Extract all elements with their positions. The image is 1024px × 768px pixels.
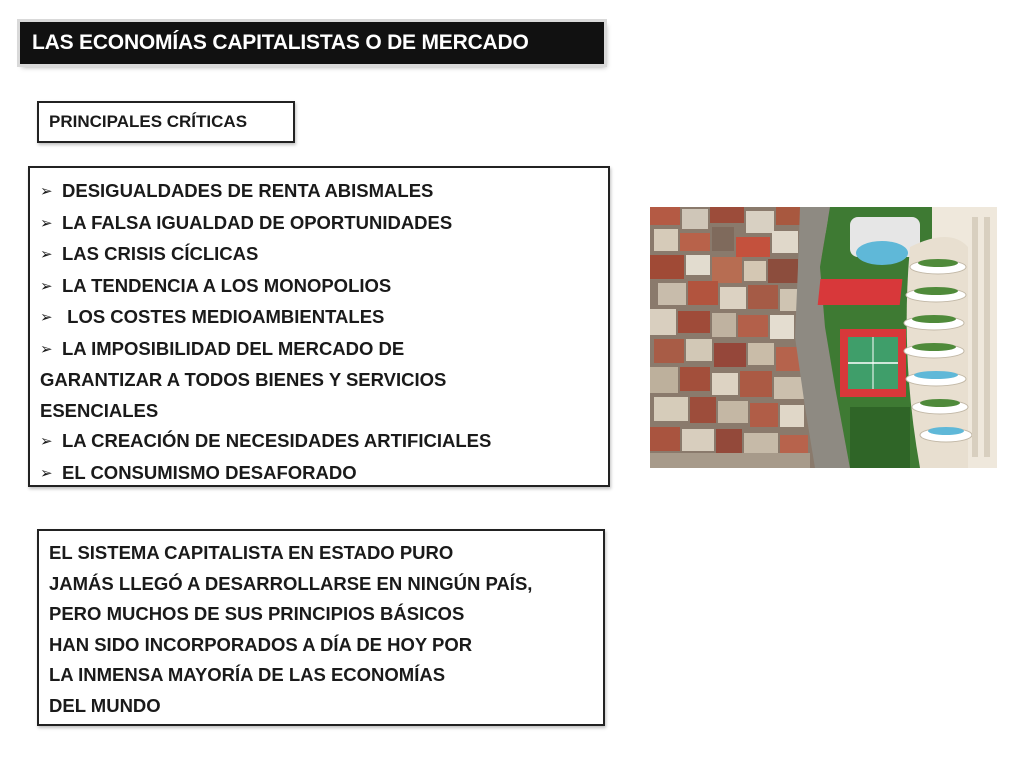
critique-text: LOS COSTES MEDIOAMBIENTALES bbox=[62, 306, 385, 327]
list-item bbox=[40, 176, 598, 208]
critique-text: EL CONSUMISMO DESAFORADO bbox=[62, 461, 357, 483]
statement-line: LA INMENSA MAYORÍA DE LAS ECONOMÍAS bbox=[49, 664, 446, 685]
list-item bbox=[40, 208, 598, 240]
arrow-bullet-icon: ➢ bbox=[40, 277, 53, 295]
critique-text: GARANTIZAR A TODOS BIENES Y SERVICIOS bbox=[40, 369, 447, 390]
critique-text: ESENCIALES bbox=[40, 399, 159, 421]
list-item-continuation bbox=[40, 365, 598, 396]
critique-text: LA FALSA IGUALDAD DE OPORTUNIDADES bbox=[62, 211, 453, 233]
arrow-bullet-icon: ➢ bbox=[40, 214, 53, 232]
statement-line: DEL MUNDO bbox=[49, 694, 161, 716]
section-subtitle: PRINCIPALES CRÍTICAS bbox=[37, 101, 295, 143]
list-item bbox=[40, 302, 598, 334]
statement-line: EL SISTEMA CAPITALISTA EN ESTADO PURO bbox=[49, 542, 454, 563]
statement-line: PERO MUCHOS DE SUS PRINCIPIOS BÁSICOS bbox=[49, 603, 465, 624]
critique-text: LA TENDENCIA A LOS MONOPOLIOS bbox=[62, 274, 392, 296]
pool bbox=[856, 241, 908, 265]
list-item bbox=[40, 334, 598, 366]
statement-line: HAN SIDO INCORPORADOS A DÍA DE HOY POR bbox=[49, 633, 473, 655]
list-item bbox=[40, 239, 598, 271]
arrow-bullet-icon: ➢ bbox=[40, 433, 53, 450]
tennis-court-upper bbox=[818, 279, 903, 305]
critiques-list bbox=[40, 176, 598, 489]
critiques-box bbox=[28, 166, 610, 487]
list-item bbox=[40, 271, 598, 303]
critique-text: LA IMPOSIBILIDAD DEL MERCADO DE bbox=[62, 337, 405, 359]
critique-text: LA CREACIÓN DE NECESIDADES ARTIFICIALES bbox=[62, 430, 492, 451]
list-item-continuation bbox=[40, 396, 598, 427]
arrow-bullet-icon: ➢ bbox=[40, 183, 53, 200]
statement-box bbox=[37, 529, 605, 726]
photo-illustration bbox=[650, 207, 997, 468]
favela-luxury-aerial-photo bbox=[650, 207, 997, 468]
arrow-bullet-icon: ➢ bbox=[40, 340, 53, 358]
arrow-bullet-icon: ➢ bbox=[40, 464, 53, 482]
critique-text: LAS CRISIS CÍCLICAS bbox=[62, 243, 259, 264]
critique-text: DESIGUALDADES DE RENTA ABISMALES bbox=[62, 180, 434, 201]
statement-line: JAMÁS LLEGÓ A DESARROLLARSE EN NINGÚN PAÍS, bbox=[49, 572, 533, 594]
arrow-bullet-icon: ➢ bbox=[40, 309, 53, 326]
list-item bbox=[40, 458, 598, 490]
luxury-tower bbox=[904, 207, 997, 468]
list-item bbox=[40, 426, 598, 458]
slide-title: LAS ECONOMÍAS CAPITALISTAS O DE MERCADO bbox=[20, 22, 604, 64]
arrow-bullet-icon: ➢ bbox=[40, 246, 53, 263]
